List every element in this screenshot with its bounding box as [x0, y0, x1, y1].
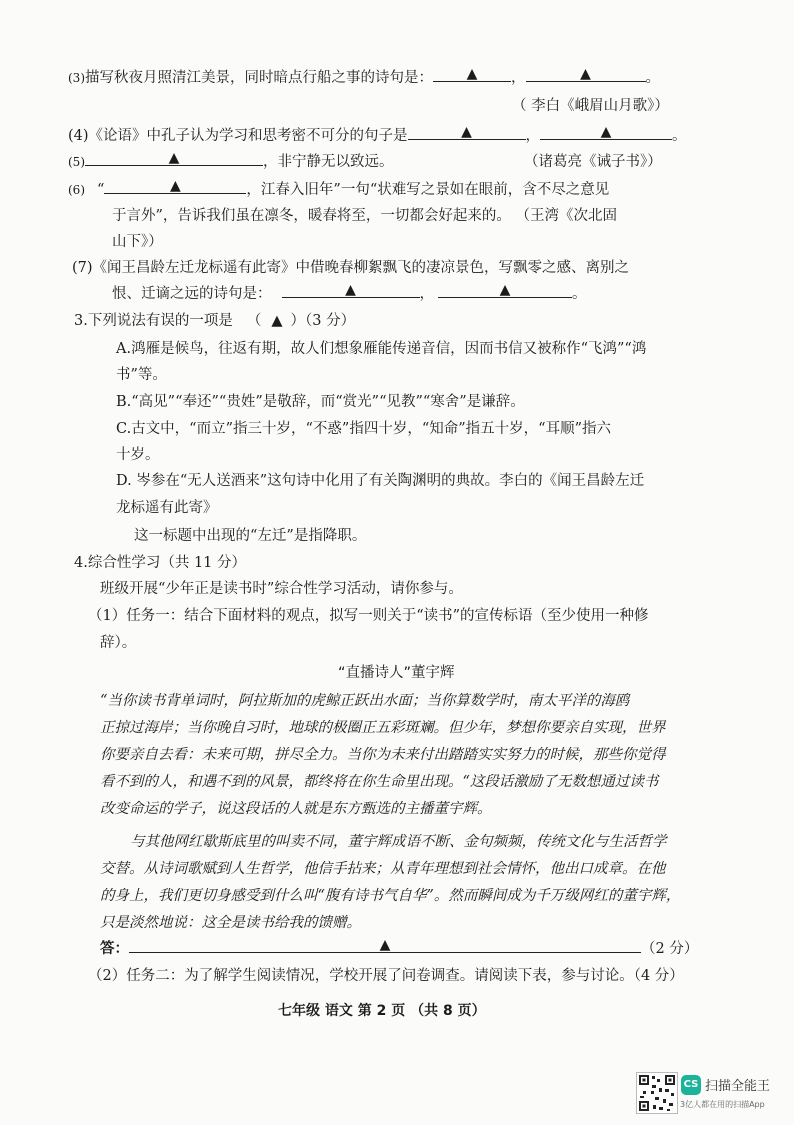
triangle-icon: ▲	[379, 937, 391, 953]
triangle-icon: ▲	[580, 66, 591, 82]
triangle-icon: ▲	[168, 150, 180, 166]
triangle-icon[interactable]: ▲	[271, 313, 283, 329]
scanner-tagline: 3亿人都在用的扫描App	[680, 1100, 765, 1109]
q2-item5-source: （诸葛亮《诫子书》）	[524, 154, 662, 170]
item-text: 描写秋夜月照清江美景，同时暗点行船之事的诗句是：	[85, 70, 433, 86]
q4-task2: （2）任务二：为了解学生阅读情况，学校开展了问卷调查。请阅读下表，参与讨论。（4 分）	[88, 968, 684, 984]
q2-item6-line1	[68, 178, 609, 199]
q4-answer-line	[100, 937, 698, 958]
triangle-icon: ▲	[466, 66, 478, 82]
period: 。	[572, 286, 587, 302]
item-text: 恨、迁谪之远的诗句是：	[112, 286, 272, 302]
q3-option-c-line2: 十岁。	[116, 447, 160, 463]
passage-p1-line3: 你要亲自去看：未来可期，拼尽全力。当你为未来付出踏踏实实努力的时候，那些你觉得	[100, 747, 666, 763]
passage-p1-line1: “当你读书背单词时，阿拉斯加的虎鲸正跃出水面；当你算数学时，南太平洋的海鸥	[100, 693, 630, 709]
passage-p2-line2: 交替。从诗词歌赋到人生哲学，他信手拈来；从青年理想到社会情怀，他出口成章。在他	[100, 861, 666, 877]
answer-blank[interactable]	[282, 283, 420, 298]
paren-close-score: ）（3 分）	[290, 313, 356, 329]
answer-blank[interactable]	[104, 179, 246, 194]
passage-title: “直播诗人”董宇辉	[338, 665, 455, 681]
q3-stem	[74, 309, 355, 330]
qr-code-icon	[636, 1072, 678, 1114]
separator: ，	[525, 128, 541, 144]
triangle-icon: ▲	[170, 178, 181, 194]
q4-task1-line2: 辞）。	[100, 635, 137, 651]
answer-blank[interactable]	[129, 938, 641, 953]
q3-option-a-line2: 书”等。	[116, 367, 167, 383]
answer-blank[interactable]	[438, 283, 572, 298]
q2-item3	[68, 66, 660, 87]
q3-option-b[interactable]: B.“高见”“奉还”“贵姓”是敬辞，而“赏光”“见教”“寒舍”是谦辞。	[116, 394, 525, 410]
item-number: (5)	[68, 155, 85, 169]
answer-blank[interactable]	[85, 151, 263, 166]
q3-option-d-line2: 龙标遥有此寄》	[116, 500, 218, 516]
scanner-app-name: 扫描全能王	[705, 1079, 771, 1094]
separator: ，	[419, 286, 434, 302]
q2-item5	[68, 150, 394, 171]
answer-label: 答：	[100, 940, 129, 957]
period: 。	[645, 70, 660, 86]
q3-option-a-line1[interactable]: A.鸿雁是候鸟，往返有期，故人们想象雁能传递音信，因而书信又被称作“飞鸿”“鸿	[116, 341, 647, 357]
q4-intro: 班级开展“少年正是读书时”综合性学习活动，请你参与。	[100, 581, 463, 597]
triangle-icon: ▲	[600, 124, 612, 140]
item-text: ，江春入旧年”一句“状难写之景如在眼前，含不尽之意见	[246, 182, 610, 198]
q2-item3-source: （ 李白《峨眉山月歌》）	[512, 98, 669, 114]
q2-item7-line1: (7)《闻王昌龄左迁龙标遥有此寄》中借晚春柳絮飘飞的凄凉景色，写飘零之感、离别之	[72, 260, 630, 276]
passage-p1-line5: 改变命运的学子，说这段话的人就是东方甄选的主播董宇辉。	[100, 801, 492, 817]
answer-blank[interactable]	[433, 67, 511, 82]
open-quote: “	[97, 182, 105, 198]
answer-blank[interactable]	[540, 125, 672, 140]
answer-blank[interactable]	[526, 67, 646, 82]
q2-item6-line2: 于言外”，告诉我们虽在凛冬，暖春将至，一切都会好起来的。 （王湾《次北固	[112, 208, 618, 224]
item-number: (6)	[68, 183, 85, 197]
answer-score: （2 分）	[641, 941, 699, 957]
passage-p2-line4: 只是淡然地说：这全是读书给我的馈赠。	[100, 915, 361, 931]
answer-blank[interactable]	[408, 125, 526, 140]
question-text: 3.下列说法有误的一项是	[74, 313, 233, 329]
passage-p1-line4: 看不到的人，和遇不到的风景，都终将在你生命里出现。“这段话激励了无数想通过读书	[100, 774, 659, 790]
paren-open: （	[246, 313, 262, 329]
q2-item4	[68, 124, 687, 145]
q2-item6-line3: 山下》）	[112, 234, 163, 250]
q2-item7-line2	[112, 282, 587, 303]
q4-task1-line1: （1）任务一：结合下面材料的观点，拟写一则关于“读书”的宣传标语（至少使用一种修	[88, 608, 649, 624]
item-text: (4)《论语》中孔子认为学习和思考密不可分的句子是	[68, 128, 408, 144]
triangle-icon: ▲	[345, 282, 356, 298]
triangle-icon: ▲	[499, 282, 511, 298]
q4-title: 4.综合性学习（共 11 分）	[74, 555, 247, 571]
passage-p2-line3: 的身上，我们更切身感受到什么叫“腹有诗书气自华”。然而瞬间成为千万级网红的董宇辉，	[100, 888, 681, 904]
q3-option-d-line1[interactable]: D. 岑参在“无人送酒来”这句诗中化用了有关陶渊明的典故。李白的《闻王昌龄左迁	[116, 473, 645, 489]
item-number: (3)	[68, 71, 85, 85]
item-text: ，非宁静无以致远。	[263, 154, 394, 170]
separator: ，	[511, 70, 526, 86]
triangle-icon: ▲	[461, 124, 472, 140]
period: 。	[672, 128, 687, 144]
passage-p1-line2: 正掠过海岸；当你晚自习时，地球的极圈正五彩斑斓。但少年，梦想你要亲自实现，世界	[100, 720, 666, 736]
q3-option-c-line1[interactable]: C.古文中，“而立”指三十岁，“不惑”指四十岁，“知命”指五十岁，“耳顺”指六	[116, 421, 611, 437]
page-footer: 七年级 语文 第 2 页 （共 8 页）	[278, 1003, 486, 1019]
passage-p2-line1: 与其他网红歇斯底里的叫卖不同，董宇辉成语不断、金句频频，传统文化与生活哲学	[130, 834, 667, 850]
q3-option-d-line3: 这一标题中出现的“左迁”是指降职。	[134, 528, 367, 544]
camscanner-logo-icon: CS	[681, 1075, 701, 1095]
